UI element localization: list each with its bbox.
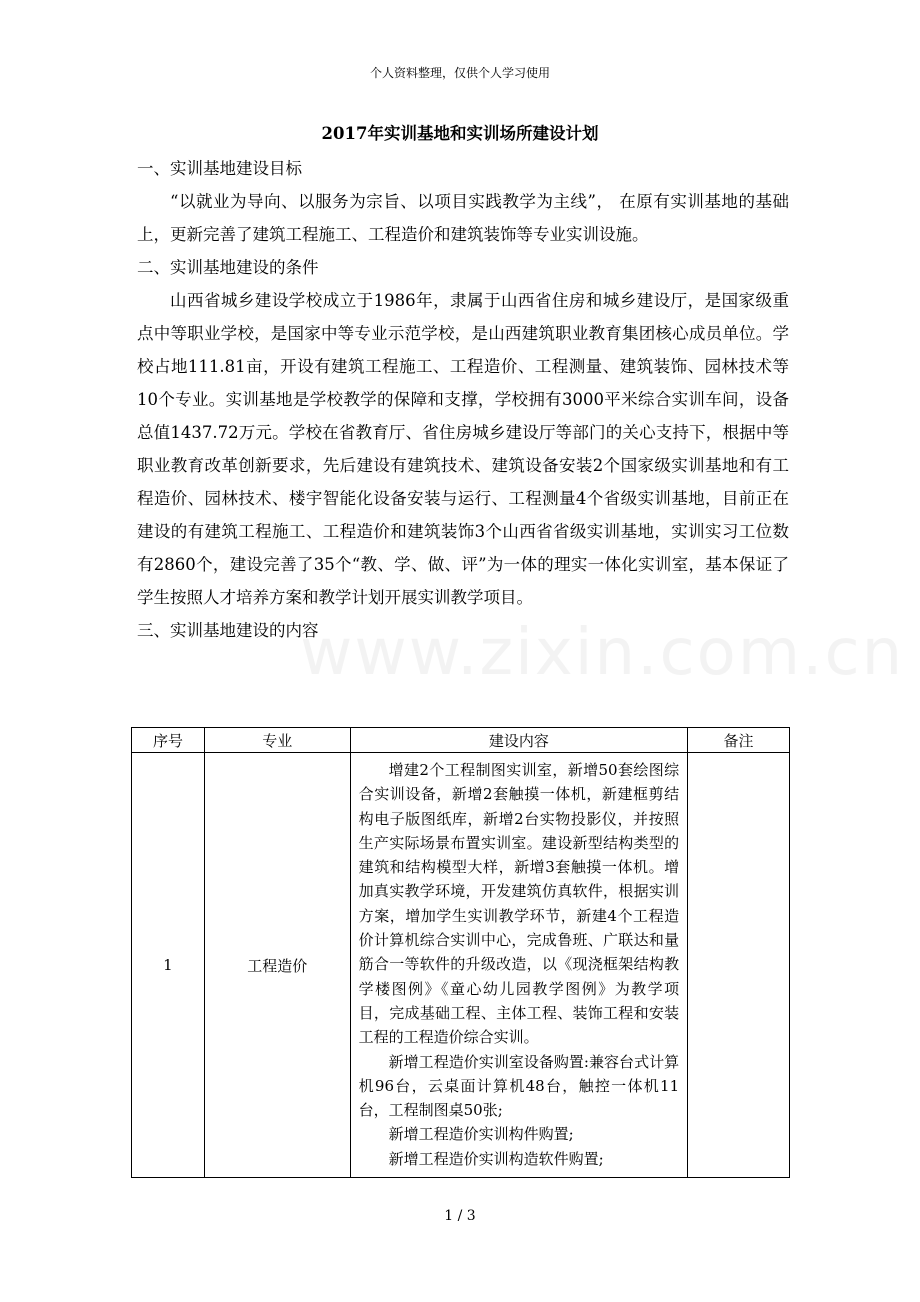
content-paragraph: 新增工程造价实训室设备购置:兼容台式计算机96台，云桌面计算机48台，触控一体机11台，工程制图桌50张;: [358, 1052, 680, 1120]
page-header: 个人资料整理，仅供个人学习使用: [369, 66, 550, 80]
section-paragraph-2: 山西省城乡建设学校成立于1986年，隶属于山西省住房和城乡建设厅，是国家级重点中等职业学校，是国家中等专业示范学校，是山西建筑职业教育集团核心成员单位。学校占地111.81亩，开设有建筑工程施工、工程造价、工程测量、建筑装饰、园林技术等10个专业。实训基地是学校教学的保障和支撑，学校拥有3000平米综合实训车间，设备总值1437.72万元。学校在省教育厅、省住房城乡建设厅等部门的关心支持下，根据中等职业教育改革创新要求，先后建设有建筑技术、建筑设备安装2个国家级实训基地和有工程造价、园林技术、楼宇智能化设备安装与运行、工程测量4个省级实训基地，目前正在建设的有建筑工程施工、工程造价和建筑装饰3个山西省省级实训基地，实训实习工位数有2860个，建设完善了35个“教、学、做、评”为一体的理实一体化实训室，基本保证了学生按照人才培养方案和教学计划开展实训教学项目。: [137, 291, 789, 607]
row-note: [688, 753, 790, 1178]
row-major: 工程造价: [204, 753, 350, 1178]
document-title: 2017年实训基地和实训场所建设计划: [321, 124, 599, 143]
row-index: 1: [132, 753, 205, 1178]
header-major: 专业: [204, 728, 350, 753]
content-paragraph: 新增工程造价实训构件购置;: [388, 1125, 574, 1144]
content-paragraph: 增建2个工程制图实训室，新增50套绘图综合实训设备，新增2套触摸一体机，新建框剪结构电子版图纸库，新增2台实物投影仪，并按照生产实际场景布置实训室。建设新型结构类型的建筑和结构模型大样，新增3套触摸一体机。增加真实教学环境，开发建筑仿真软件，根据实训方案，增加学生实训教学环节，新建4个工程造价计算机综合实训中心，完成鲁班、广联达和量筋合一等软件的升级改造，以《现浇框架结构教学楼图例》《童心幼儿园教学图例》为教学项目，完成基础工程、主体工程、装饰工程和安装工程的工程造价综合实训。: [358, 761, 680, 1047]
header-content: 建设内容: [350, 728, 687, 753]
table-row: [132, 753, 790, 1178]
header-note: 备注: [688, 728, 790, 753]
table-header-row: [132, 728, 790, 753]
row-content: [350, 753, 687, 1178]
section-heading-2: 二、实训基地建设的条件: [137, 258, 319, 277]
page-number: 1 / 3: [444, 1208, 476, 1224]
content-paragraph: 新增工程造价实训构造软件购置;: [388, 1149, 604, 1168]
section-heading-3: 三、实训基地建设的内容: [137, 621, 319, 640]
header-index: 序号: [132, 728, 205, 753]
watermark: www.zixin.com.cn: [300, 616, 905, 690]
construction-table: [131, 727, 790, 1178]
document-body: [137, 152, 789, 647]
section-paragraph-1: “以就业为导向、以服务为宗旨、以项目实践教学为主线”， 在原有实训基地的基础上，更新完善了建筑工程施工、工程造价和建筑装饰等专业实训设施。: [137, 192, 789, 244]
section-heading-1: 一、实训基地建设目标: [137, 159, 302, 178]
